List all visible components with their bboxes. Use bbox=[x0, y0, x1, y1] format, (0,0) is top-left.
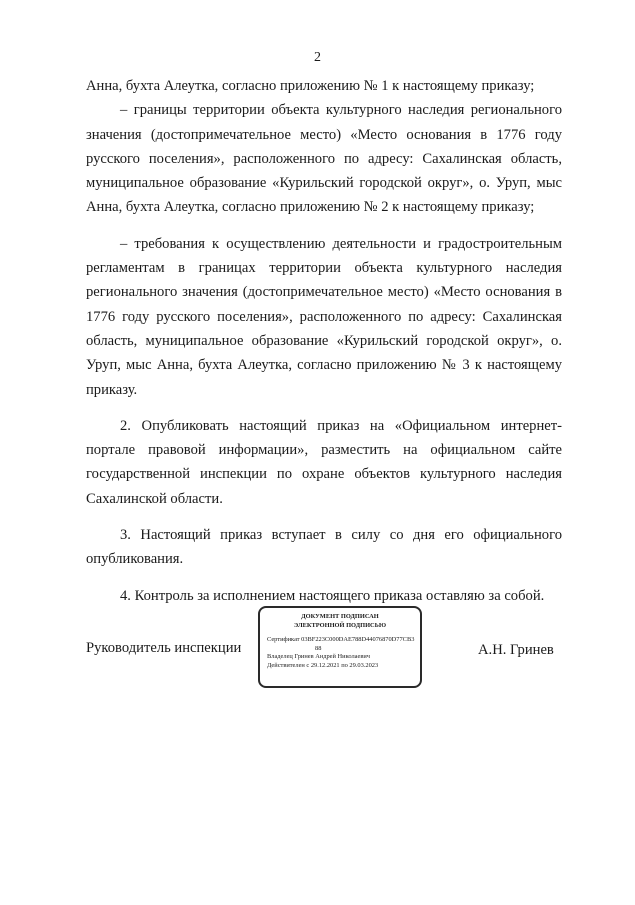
document-body bbox=[86, 74, 562, 608]
paragraph: 4. Контроль за исполнением настоящего приказа оставляю за собой. bbox=[120, 587, 545, 604]
paragraph: – границы территории объекта культурного наследия регионального значения (достопримечательное место) «Место основания в 1776 году русского поселения», расположенного по адресу: Сахалинская область, муниципальное образование «Курильский городской округ», о. Уруп, мыс Анна, бухта Алеутка, согласно приложению № 2 к настоящему приказу; bbox=[86, 102, 562, 216]
stamp-title-line: ЭЛЕКТРОННОЙ ПОДПИСЬЮ bbox=[293, 621, 387, 629]
stamp-certificate: Сертификат 03BF223C000DAE788D44076870D77CB3 bbox=[267, 636, 415, 644]
signer-role: Руководитель инспекции bbox=[86, 640, 242, 656]
stamp-owner: Владелец Гринев Андрей Николаевич bbox=[267, 653, 370, 661]
paragraph: 2. Опубликовать настоящий приказ на «Официальном интернет-портале правовой информации», разместить на официальном сайте государственной инспекции по охране объектов культурного наследия Сахалинской области. bbox=[86, 417, 562, 507]
page-number: 2 bbox=[314, 50, 321, 65]
signer-name: А.Н. Гринев bbox=[478, 642, 554, 658]
stamp-validity: Действителен с 29.12.2021 по 29.03.2023 bbox=[267, 661, 379, 669]
electronic-signature-stamp bbox=[258, 606, 422, 688]
stamp-title bbox=[267, 613, 413, 630]
paragraph: Анна, бухта Алеутка, согласно приложению № 1 к настоящему приказу; bbox=[86, 78, 535, 94]
paragraph: 3. Настоящий приказ вступает в силу со дня его официального опубликования. bbox=[86, 527, 562, 568]
stamp-certificate-cont: 88 bbox=[315, 644, 322, 652]
signature-block bbox=[0, 606, 635, 696]
paragraph: – требования к осуществлению деятельности и градостроительным регламентам в границах территории объекта культурного наследия регионального значения (достопримечательное место) «Место основания в 1776 году русского поселения», расположенного по адресу: Сахалинская область, муниципальное образование «Курильский городской округ», о. Уруп, мыс Анна, бухта Алеутка, согласно приложению № 3 к настоящему приказу. bbox=[86, 235, 562, 398]
stamp-title-line: ДОКУМЕНТ ПОДПИСАН bbox=[301, 613, 379, 620]
